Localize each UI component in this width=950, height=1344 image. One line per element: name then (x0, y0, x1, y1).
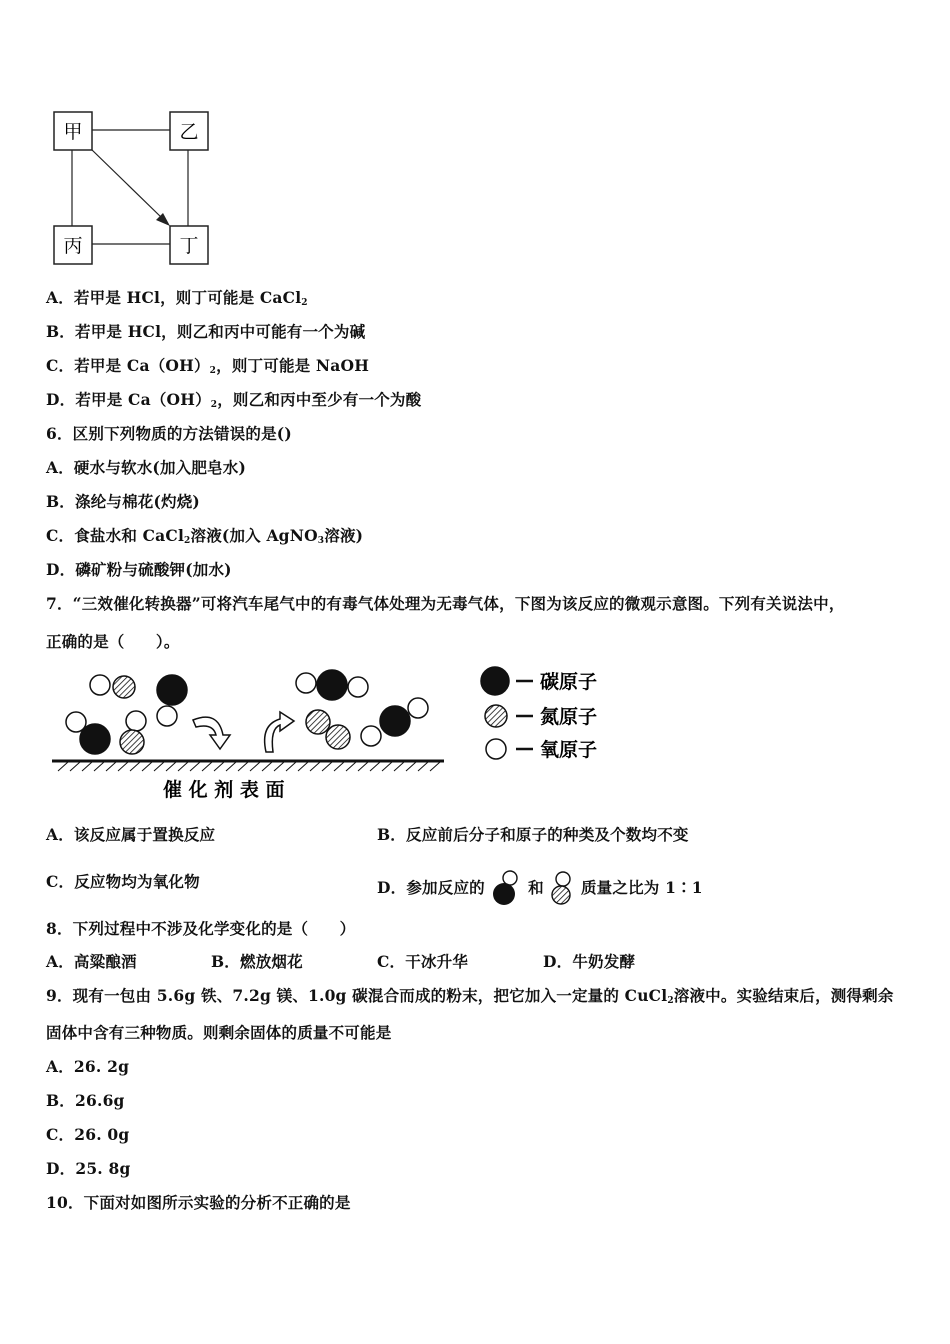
node-yi (170, 112, 208, 150)
svg-text:甲: 甲 (63, 121, 83, 143)
q6-stem: 6．区别下列物质的方法错误的是() (46, 424, 292, 443)
co-molecule-icon (490, 870, 522, 908)
q6-option-a: A．硬水与软水(加入肥皂水) (46, 458, 246, 477)
node-jia (54, 112, 92, 150)
q9-stem-line2: 固体中含有三种物质。则剩余固体的质量不可能是 (46, 1023, 392, 1042)
q9-stem-line1: 9．现有一包由 5.6g 铁、7.2g 镁、1.0g 碳混合而成的粉末，把它加入一定量的 CuCl$_2$溶液中。实验结束后，测得剩余 (46, 986, 894, 1006)
atom-legend (478, 664, 638, 764)
node-ding (170, 226, 208, 264)
q6-option-c: C．食盐水和 CaCl$_2$溶液(加入 AgNO$_3$溶液) (46, 526, 364, 546)
q9-option-b: B．26.6g (46, 1091, 125, 1110)
svg-text:丙: 丙 (63, 235, 83, 257)
relationship-diagram (50, 108, 215, 268)
q9-option-a: A．26. 2g (46, 1057, 130, 1076)
q10-stem: 10．下面对如图所示实验的分析不正确的是 (46, 1193, 351, 1212)
q8-option-d: D．牛奶发酵 (543, 952, 636, 971)
node-bing (54, 226, 92, 264)
q5-option-a: A．若甲是 HCl，则丁可能是 CaCl$_2$ (46, 288, 308, 308)
q9-option-c: C．26. 0g (46, 1125, 130, 1144)
q7-stem-line1: 7．“三效催化转换器”可将汽车尾气中的有毒气体处理为无毒气体，下图为该反应的微观示意图。下列有关说法中， (46, 594, 845, 613)
legend-oxygen: 氧原子 (540, 739, 598, 761)
q7-option-a: A．该反应属于置换反应 (46, 825, 216, 844)
q6-option-b: B．涤纶与棉花(灼烧) (46, 492, 200, 511)
svg-text:丁: 丁 (179, 235, 199, 257)
legend-carbon: 碳原子 (540, 671, 598, 693)
q7-option-c: C．反应物均为氧化物 (46, 872, 200, 891)
q7-option-d: D．参加反应的 和 质量之比为 1∶1 (377, 870, 703, 908)
q5-option-b: B．若甲是 HCl，则乙和丙中可能有一个为碱 (46, 322, 366, 341)
q8-option-c: C．干冰升华 (377, 952, 469, 971)
q8-option-b: B．燃放烟花 (211, 952, 303, 971)
q6-option-d: D．磷矿粉与硫酸钾(加水) (46, 560, 232, 579)
q5-option-d: D．若甲是 $Ca(OH)_2$，则乙和丙中至少有一个为酸 (46, 390, 422, 410)
catalyst-surface-label: 催 化 剂 表 面 (163, 779, 285, 801)
catalyst-reaction-diagram (48, 665, 468, 805)
svg-text:乙: 乙 (179, 121, 199, 143)
no-molecule-icon (549, 870, 575, 908)
q7-stem-line2: 正确的是（ ）。 (46, 632, 180, 651)
q8-option-a: A．高粱酿酒 (46, 952, 137, 971)
q7-option-b: B．反应前后分子和原子的种类及个数均不变 (377, 825, 689, 844)
q9-option-d: D．25. 8g (46, 1159, 131, 1178)
q5-option-c: C．若甲是 $Ca(OH)_2$，则丁可能是 NaOH (46, 356, 370, 376)
q8-stem: 8．下列过程中不涉及化学变化的是（ ） (46, 919, 356, 938)
legend-nitrogen: 氮原子 (540, 706, 598, 728)
